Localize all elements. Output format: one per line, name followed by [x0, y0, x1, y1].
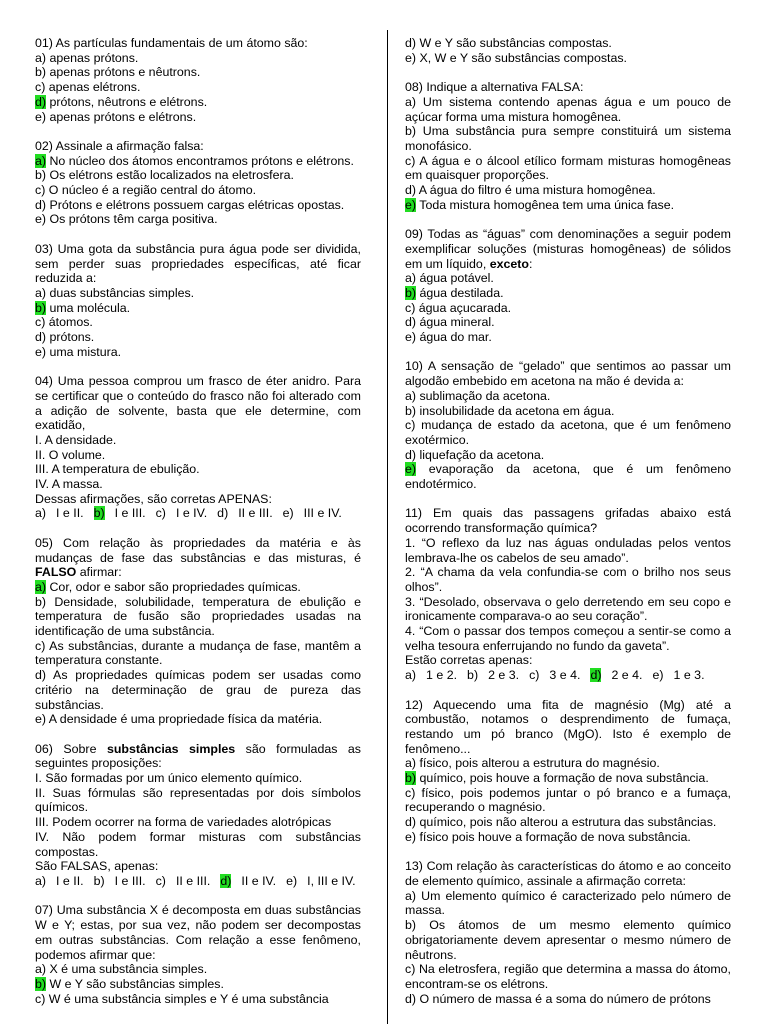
answer-option: [35, 301, 361, 316]
option-letter: e): [35, 109, 47, 124]
answer-option: [405, 889, 731, 918]
option-letter: b): [467, 668, 479, 683]
question-block: [35, 742, 361, 889]
inline-option: [35, 874, 84, 888]
answer-option: [405, 315, 731, 330]
answer-option: [35, 154, 361, 169]
question-block: [35, 903, 361, 1006]
question-block: [405, 506, 731, 682]
option-text: Uma substância pura sempre constituirá um sistema monofásico.: [405, 124, 731, 153]
option-letter: b): [35, 594, 47, 609]
option-letter: d): [405, 36, 417, 50]
question-line: 11) Em quais das passagens grifadas abaixo está ocorrendo transformação química?: [405, 506, 731, 536]
inline-option: [467, 668, 519, 682]
inline-option: [156, 874, 211, 888]
answer-option: [405, 330, 731, 345]
option-letter: b): [405, 918, 417, 933]
answer-option: [405, 418, 731, 447]
answer-option: [35, 595, 361, 639]
option-text: físico, pois podemos juntar o pó branco e a fumaça, recuperando o magnésio.: [405, 785, 731, 815]
option-text: Os elétrons estão localizados na eletrosfera.: [46, 168, 294, 183]
question-line: 10) A sensação de “gelado” que sentimos ao passar um algodão embebido em acetona na mão é devida a:: [405, 359, 731, 389]
highlighted-answer-letter: b): [405, 285, 417, 300]
option-letter: d): [405, 991, 417, 1006]
option-text: Prótons e elétrons possuem cargas elétricas opostas.: [46, 197, 345, 212]
question-line: 08) Indique a alternativa FALSA:: [405, 80, 584, 95]
inline-option: [217, 506, 272, 520]
answer-option: [35, 110, 361, 125]
option-text: 2 e 3.: [488, 668, 520, 683]
option-text: Densidade, solubilidade, temperatura de ebulição e temperatura de fusão são propriedades usadas na identificação de uma substância.: [35, 594, 361, 639]
inline-option: [286, 874, 355, 888]
stem-text: 06) Sobre: [35, 741, 107, 756]
answer-option: [35, 51, 361, 66]
highlighted-answer-letter: d): [220, 874, 232, 888]
option-letter: e): [35, 712, 47, 727]
answer-option: [35, 286, 361, 301]
highlighted-answer-letter: a): [35, 579, 47, 594]
option-letter: e): [286, 874, 298, 888]
answer-option: [405, 448, 731, 463]
answer-option: [405, 756, 731, 771]
answer-option: [35, 198, 361, 213]
option-text: No núcleo dos átomos encontramos prótons e elétrons.: [46, 153, 354, 168]
option-text: X é uma substância simples.: [46, 962, 208, 977]
option-text: I, III e IV.: [307, 874, 356, 888]
option-text: Os átomos de um mesmo elemento químico obrigatoriamente devem apresentar o mesmo número de nêutrons.: [405, 918, 731, 962]
emphasis-text: FALSO: [35, 565, 77, 580]
option-text: Na eletrosfera, região que determina a massa do átomo, encontram-se os elétrons.: [405, 962, 731, 991]
inline-option: [283, 506, 342, 520]
option-letter: a): [35, 962, 47, 977]
answer-option: [35, 168, 361, 183]
answer-option: [405, 36, 731, 51]
question-line: Estão corretas apenas:: [405, 653, 533, 668]
answer-option: [405, 389, 731, 404]
option-letter: b): [405, 124, 417, 139]
option-text: água potável.: [416, 271, 494, 286]
question-line: 4. “Com o passar dos tempos começou a sentir-se como a velha tesoura enferrujando no fundo da gaveta”.: [405, 624, 731, 653]
option-text: físico pois houve a formação de nova substância.: [416, 829, 691, 844]
option-letter: d): [405, 315, 417, 330]
option-text: II e III.: [238, 506, 273, 521]
option-letter: c): [405, 300, 416, 315]
option-letter: c): [155, 874, 166, 888]
question-line: 2. “A chama da vela confundia-se com o brilho nos seus olhos”.: [405, 565, 731, 594]
answer-option: [35, 668, 361, 712]
option-text: Cor, odor e sabor são propriedades químicas.: [46, 579, 301, 594]
highlighted-answer-letter: d): [590, 668, 602, 683]
option-letter: c): [405, 153, 416, 168]
inline-option: [94, 506, 146, 520]
highlighted-answer-letter: a): [35, 153, 47, 168]
option-text: W e Y são substâncias simples.: [46, 976, 224, 991]
option-letter: b): [35, 168, 47, 183]
option-text: uma molécula.: [46, 300, 131, 315]
question-stem: [35, 536, 361, 580]
option-text: 2 e 4.: [611, 668, 643, 683]
option-letter: d): [405, 447, 417, 462]
option-letter: a): [35, 50, 47, 65]
option-text: átomos.: [45, 315, 93, 330]
option-text: 1 e 2.: [426, 668, 458, 683]
option-text: I e II.: [56, 506, 84, 521]
stem-text: são formuladas as seguintes proposições:: [35, 741, 361, 771]
question-block: [35, 536, 361, 727]
answer-option: [405, 962, 731, 991]
answer-option: [405, 462, 731, 491]
option-text: Um elemento químico é caracterizado pelo número de massa.: [405, 888, 731, 918]
option-letter: e): [282, 506, 294, 521]
answer-option: [405, 404, 731, 419]
option-letter: a): [405, 888, 417, 903]
option-letter: c): [35, 638, 46, 653]
option-letter: c): [405, 962, 416, 977]
option-letter: c): [35, 80, 46, 95]
option-text: II e IV.: [241, 874, 277, 888]
inline-option: [529, 668, 580, 682]
answer-option: [35, 65, 361, 80]
proposition-line: IV. Não podem formar misturas com substâncias compostas.: [35, 829, 361, 859]
option-text: água mineral.: [416, 315, 495, 330]
option-letter: e): [405, 829, 417, 844]
inline-option: [590, 668, 642, 682]
option-text: II e III.: [175, 874, 211, 888]
option-text: Um sistema contendo apenas água e um pouco de açúcar forma uma mistura homogênea.: [405, 94, 731, 124]
option-text: apenas prótons e nêutrons.: [46, 65, 201, 80]
answer-option: [35, 315, 361, 330]
option-letter: a): [35, 874, 47, 888]
answer-option: [405, 830, 731, 845]
question-block: [405, 227, 731, 345]
answer-option: [405, 771, 731, 786]
inline-option: [35, 506, 84, 520]
option-letter: e): [652, 668, 664, 683]
inline-option: [220, 874, 276, 888]
option-letter: d): [405, 815, 417, 830]
option-letter: a): [405, 668, 417, 683]
question-block: [405, 698, 731, 845]
option-text: físico, pois alterou a estrutura do magnésio.: [416, 756, 660, 771]
option-text: uma mistura.: [46, 344, 122, 359]
option-letter: c): [155, 506, 166, 521]
answer-option: [35, 639, 361, 668]
option-letter: c): [35, 991, 46, 1006]
answer-option: [35, 977, 361, 992]
inline-options: [35, 506, 361, 521]
option-letter: a): [35, 285, 47, 300]
answer-option: [405, 154, 731, 183]
answer-option: [405, 286, 731, 301]
option-text: As substâncias, durante a mudança de fase, mantêm a temperatura constante.: [35, 638, 361, 668]
highlighted-answer-letter: d): [35, 94, 47, 109]
answer-option: [405, 95, 731, 124]
option-text: insolubilidade da acetona em água.: [416, 403, 615, 418]
highlighted-answer-letter: b): [35, 976, 47, 991]
question-block: [35, 242, 361, 360]
question-line: 03) Uma gota da substância pura água pode ser dividida, sem perder suas propriedades específicas, até ficar reduzida a:: [35, 241, 361, 286]
highlighted-answer-letter: e): [405, 462, 417, 477]
emphasis-text: substâncias simples: [106, 741, 236, 756]
option-letter: d): [35, 668, 47, 683]
answer-option: [405, 815, 731, 830]
option-text: água destilada.: [416, 285, 504, 300]
option-text: água açucarada.: [415, 300, 512, 315]
question-stem: [35, 742, 361, 771]
stem-text: afirmar:: [76, 565, 122, 580]
option-text: 1 e 3.: [673, 668, 705, 683]
option-text: A água do filtro é uma mistura homogênea.: [416, 183, 656, 198]
question-block: [35, 139, 361, 227]
option-text: apenas prótons e elétrons.: [46, 109, 197, 124]
answer-option: [35, 992, 361, 1007]
option-text: liquefação da acetona.: [416, 447, 545, 462]
question-line: IV. A massa.: [35, 477, 103, 492]
option-text: O número de massa é a soma do número de prótons: [416, 991, 711, 1006]
option-text: Toda mistura homogênea tem uma única fase.: [416, 197, 675, 212]
answer-option: [405, 992, 731, 1007]
option-text: mudança de estado da acetona, que é um fenômeno exotérmico.: [405, 418, 731, 447]
option-text: duas substâncias simples.: [46, 285, 195, 300]
question-line: 3. “Desolado, observava o gelo derretendo em seu copo e ironicamente comparava-o ao seu coração”.: [405, 594, 731, 624]
option-text: I e II.: [56, 874, 84, 888]
question-line: 01) As partículas fundamentais de um átomo são:: [35, 36, 308, 50]
question-line: 1. “O reflexo da luz nas águas onduladas pelos ventos lembrava-lhe os cabelos de seu amado”.: [405, 535, 731, 565]
question-block: [35, 374, 361, 521]
option-letter: c): [35, 315, 46, 330]
option-text: I e III.: [114, 874, 146, 888]
question-block: [405, 859, 731, 1006]
option-text: evaporação da acetona, que é um fenômeno endotérmico.: [405, 462, 731, 492]
question-stem: [405, 227, 731, 271]
question-line: 02) Assinale a afirmação falsa:: [35, 138, 204, 153]
answer-option: [35, 95, 361, 110]
option-text: Os prótons têm carga positiva.: [46, 212, 218, 227]
option-text: As propriedades químicas podem ser usadas como critério na determinação de grau de pureza das substâncias.: [35, 668, 361, 712]
proposition-line: III. Podem ocorrer na forma de variedades alotrópicas: [35, 815, 332, 830]
option-letter: a): [405, 94, 417, 109]
option-letter: e): [405, 330, 417, 345]
answer-option: [35, 212, 361, 227]
option-letter: d): [217, 506, 229, 521]
stem-text: 09) Todas as “águas” com denominações a seguir podem exemplificar soluções (misturas homogêneas) de sólidos em um líquido,: [405, 227, 731, 271]
stem-text: 05) Com relação às propriedades da matéria e às mudanças de fase das substâncias e das misturas, é: [35, 535, 361, 565]
question-line: Dessas afirmações, são corretas APENAS:: [35, 491, 272, 506]
left-column: [35, 36, 361, 1021]
option-text: W é uma substância simples e Y é uma substância: [45, 991, 329, 1006]
column-divider: [387, 30, 388, 1024]
option-text: O núcleo é a região central do átomo.: [45, 183, 257, 198]
inline-option: [156, 506, 208, 520]
answer-option: [35, 330, 361, 345]
option-text: sublimação da acetona.: [416, 388, 551, 403]
option-text: químico, pois houve a formação de nova substância.: [416, 771, 709, 786]
option-letter: c): [405, 418, 416, 433]
option-text: III e IV.: [303, 506, 342, 521]
question-line: 12) Aquecendo uma fita de magnésio (Mg) até a combustão, notamos o desprendimento de fumaça, restando um pó branco (MgO). Isto é exemplo de fenômeno...: [405, 697, 731, 756]
inline-option: [94, 874, 146, 888]
highlighted-answer-letter: e): [405, 197, 417, 212]
answer-option: [405, 198, 731, 213]
option-text: A água e o álcool etílico formam misturas homogêneas em quaisquer proporções.: [405, 153, 731, 183]
option-letter: a): [405, 271, 417, 286]
answer-option: [35, 183, 361, 198]
question-block: [35, 36, 361, 124]
option-letter: c): [529, 668, 540, 683]
option-letter: b): [405, 403, 417, 418]
answer-option: [35, 962, 361, 977]
proposition-line: I. São formadas por um único elemento químico.: [35, 771, 303, 786]
answer-option: [405, 51, 731, 66]
option-text: 3 e 4.: [549, 668, 581, 683]
highlighted-answer-letter: b): [405, 771, 417, 786]
option-text: prótons.: [46, 330, 95, 345]
option-letter: d): [405, 183, 417, 198]
option-text: A densidade é uma propriedade física da matéria.: [46, 712, 323, 727]
option-text: W e Y são substâncias compostas.: [416, 36, 612, 50]
option-text: I e III.: [114, 506, 146, 521]
answer-option: [405, 918, 731, 962]
stem-text: :: [528, 256, 533, 271]
option-text: apenas prótons.: [46, 50, 139, 65]
question-line: I. A densidade.: [35, 432, 117, 447]
question-line: 07) Uma substância X é decomposta em duas substâncias W e Y; estas, por sua vez, não podem ser decompostas em outras substâncias. Com relação a esse fenômeno, podemos afirmar que:: [35, 903, 361, 962]
option-letter: a): [35, 506, 47, 521]
answer-option: [35, 345, 361, 360]
answer-option: [405, 301, 731, 316]
question-line: 13) Com relação às características do átomo e ao conceito de elemento químico, assinale a afirmação correta:: [405, 859, 731, 888]
option-letter: c): [35, 183, 46, 198]
inline-option: [405, 668, 457, 682]
answer-option: [35, 712, 361, 727]
option-letter: a): [405, 756, 417, 771]
question-line: II. O volume.: [35, 447, 106, 462]
answer-option: [405, 786, 731, 815]
option-text: X, W e Y são substâncias compostas.: [416, 50, 628, 65]
right-column: [405, 36, 731, 1021]
option-letter: e): [35, 344, 47, 359]
inline-options: [405, 668, 731, 683]
option-text: prótons, nêutrons e elétrons.: [46, 94, 208, 109]
option-letter: b): [93, 874, 105, 888]
option-text: químico, pois não alterou a estrutura das substâncias.: [416, 815, 717, 830]
answer-option: [405, 124, 731, 153]
highlighted-answer-letter: b): [35, 300, 47, 315]
option-letter: d): [35, 197, 47, 212]
option-letter: d): [35, 330, 47, 345]
option-text: I e IV.: [175, 506, 208, 521]
option-letter: c): [405, 785, 416, 800]
answer-option: [405, 183, 731, 198]
option-letter: b): [35, 65, 47, 80]
inline-option: [652, 668, 704, 682]
question-block: [405, 36, 731, 65]
answer-option: [405, 271, 731, 286]
proposition-line: II. Suas fórmulas são representadas por dois símbolos químicos.: [35, 785, 361, 815]
inline-options: [35, 874, 361, 889]
highlighted-answer-letter: b): [93, 506, 105, 521]
question-line: 04) Uma pessoa comprou um frasco de éter anidro. Para se certificar que o conteúdo do frasco não foi alterado com a adição de solvente, basta que ele determine, com exatidão,: [35, 374, 361, 433]
answer-option: [35, 80, 361, 95]
proposition-line: São FALSAS, apenas:: [35, 859, 159, 874]
question-block: [405, 80, 731, 212]
question-block: [405, 359, 731, 491]
question-line: III. A temperatura de ebulição.: [35, 462, 200, 477]
option-text: apenas elétrons.: [45, 80, 141, 95]
option-letter: e): [405, 50, 417, 65]
option-letter: e): [35, 212, 47, 227]
answer-option: [35, 580, 361, 595]
option-text: água do mar.: [416, 330, 492, 345]
option-letter: a): [405, 388, 417, 403]
emphasis-text: exceto: [489, 256, 529, 271]
